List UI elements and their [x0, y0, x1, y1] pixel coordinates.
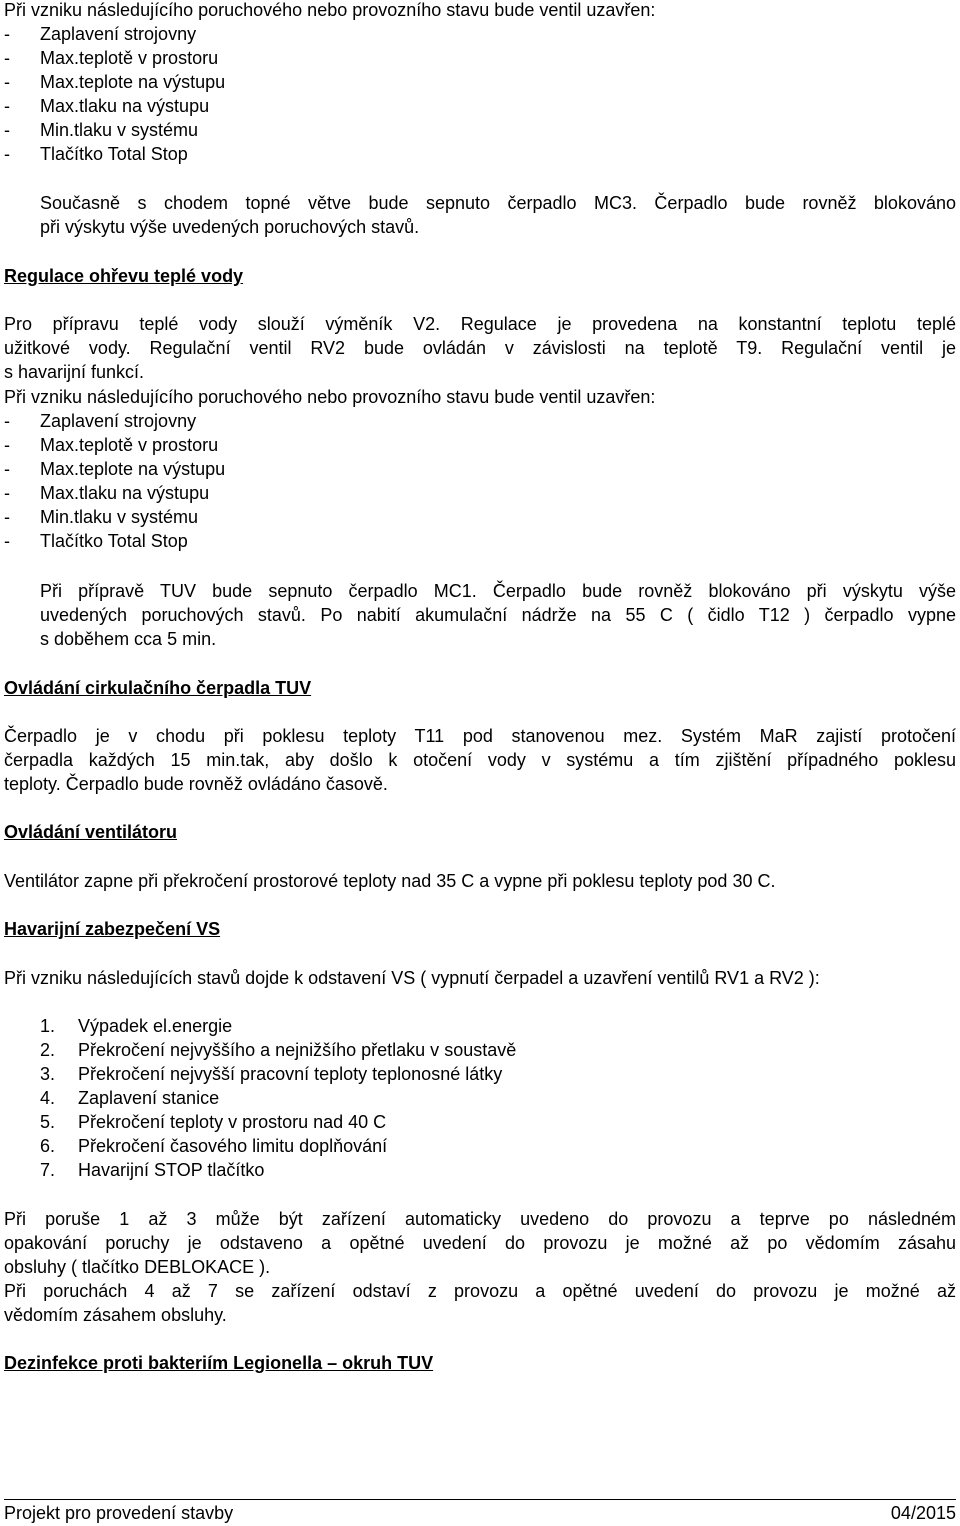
list-intro: Při vzniku následujícího poruchového nebo provozního stavu bude ventil uzavřen: [4, 387, 656, 407]
list-item: - Zaplavení strojovny [4, 411, 197, 431]
list-item: - Max.teplotě v prostoru [4, 435, 219, 455]
paragraph-line: vědomím zásahem obsluhy. [4, 1305, 227, 1325]
paragraph-line: čerpadla každých 15 min.tak, aby došlo k otočení vody v systému a tím zjištění případného poklesu [4, 750, 956, 770]
footer-date: 04/2015 [890, 1503, 956, 1523]
paragraph-line: Při poruše 1 až 3 může být zařízení automaticky uvedeno do provozu a teprve po následném [4, 1209, 956, 1229]
list-item: - Tlačítko Total Stop [4, 531, 188, 551]
section-heading-regulace: Regulace ohřevu teplé vody [4, 266, 244, 286]
section-heading-ventilator: Ovládání ventilátoru [4, 822, 178, 842]
section-heading-havarijni: Havarijní zabezpečení VS [4, 919, 221, 939]
paragraph-line: s doběhem cca 5 min. [40, 629, 217, 649]
list-item: - Min.tlaku v systému [4, 120, 199, 140]
paragraph-line: Při poruchách 4 až 7 se zařízení odstaví z provozu a opětné uvedení do provozu je možné až [4, 1281, 956, 1301]
list-item: - Max.tlaku na výstupu [4, 483, 210, 503]
section-heading-dezinfekce: Dezinfekce proti bakteriím Legionella – okruh TUV [4, 1353, 434, 1373]
numbered-item: 1. Výpadek el.energie [40, 1016, 233, 1036]
list-intro: Při vzniku následujícího poruchového nebo provozního stavu bude ventil uzavřen: [4, 0, 656, 20]
paragraph-line: opakování poruchy je odstaveno a opětné uvedení do provozu je možné až po vědomím zásahu [4, 1233, 956, 1253]
paragraph-line: užitkové vody. Regulační ventil RV2 bude ovládán v závislosti na teplotě T9. Regulační ventil je [4, 338, 956, 358]
list-item: - Max.teplote na výstupu [4, 72, 226, 92]
list-item: - Max.tlaku na výstupu [4, 96, 210, 116]
paragraph-line: Čerpadlo je v chodu při poklesu teploty T11 pod stanovenou mez. Systém MaR zajistí protočení [4, 726, 956, 746]
dash: - [4, 24, 10, 44]
numbered-item: 7. Havarijní STOP tlačítko [40, 1160, 265, 1180]
paragraph-line: uvedených poruchových stavů. Po nabití akumulační nádrže na 55 C ( čidlo T12 ) čerpadlo vypne [40, 605, 956, 625]
page-footer [4, 1499, 956, 1526]
paragraph-line: Při přípravě TUV bude sepnuto čerpadlo MC1. Čerpadlo bude rovněž blokováno při výskytu výše [40, 581, 956, 601]
paragraph-line: Ventilátor zapne při překročení prostorové teploty nad 35 C a vypne při poklesu teploty pod 30 C. [4, 871, 776, 891]
paragraph-line: teploty. Čerpadlo bude rovněž ovládáno časově. [4, 774, 388, 794]
paragraph-line: při výskytu výše uvedených poruchových stavů. [40, 217, 420, 237]
paragraph-line: obsluhy ( tlačítko DEBLOKACE ). [4, 1257, 271, 1277]
numbered-item: 3. Překročení nejvyšší pracovní teploty teplonosné látky [40, 1064, 503, 1084]
list-item: - Min.tlaku v systému [4, 507, 199, 527]
list-item: - Tlačítko Total Stop [4, 144, 188, 164]
section-heading-cirkulace: Ovládání cirkulačního čerpadla TUV [4, 678, 312, 698]
list-item: - Max.teplote na výstupu [4, 459, 226, 479]
list-intro: Při vzniku následujících stavů dojde k odstavení VS ( vypnutí čerpadel a uzavření ventilů RV1 a RV2 ): [4, 968, 820, 988]
paragraph-line: Současně s chodem topné větve bude sepnuto čerpadlo MC3. Čerpadlo bude rovněž blokováno [40, 193, 956, 213]
numbered-item: 2. Překročení nejvyššího a nejnižšího přetlaku v soustavě [40, 1040, 517, 1060]
paragraph-line: Pro přípravu teplé vody slouží výměník V2. Regulace je provedena na konstantní teplotu teplé [4, 314, 956, 334]
list-item: - Zaplavení strojovny [4, 24, 197, 44]
list-item: - Max.teplotě v prostoru [4, 48, 219, 68]
numbered-item: 5. Překročení teploty v prostoru nad 40 C [40, 1112, 387, 1132]
numbered-item: 4. Zaplavení stanice [40, 1088, 220, 1108]
numbered-item: 6. Překročení časového limitu doplňování [40, 1136, 388, 1156]
footer-project-label: Projekt pro provedení stavby [4, 1503, 234, 1523]
paragraph-line: s havarijní funkcí. [4, 362, 145, 382]
